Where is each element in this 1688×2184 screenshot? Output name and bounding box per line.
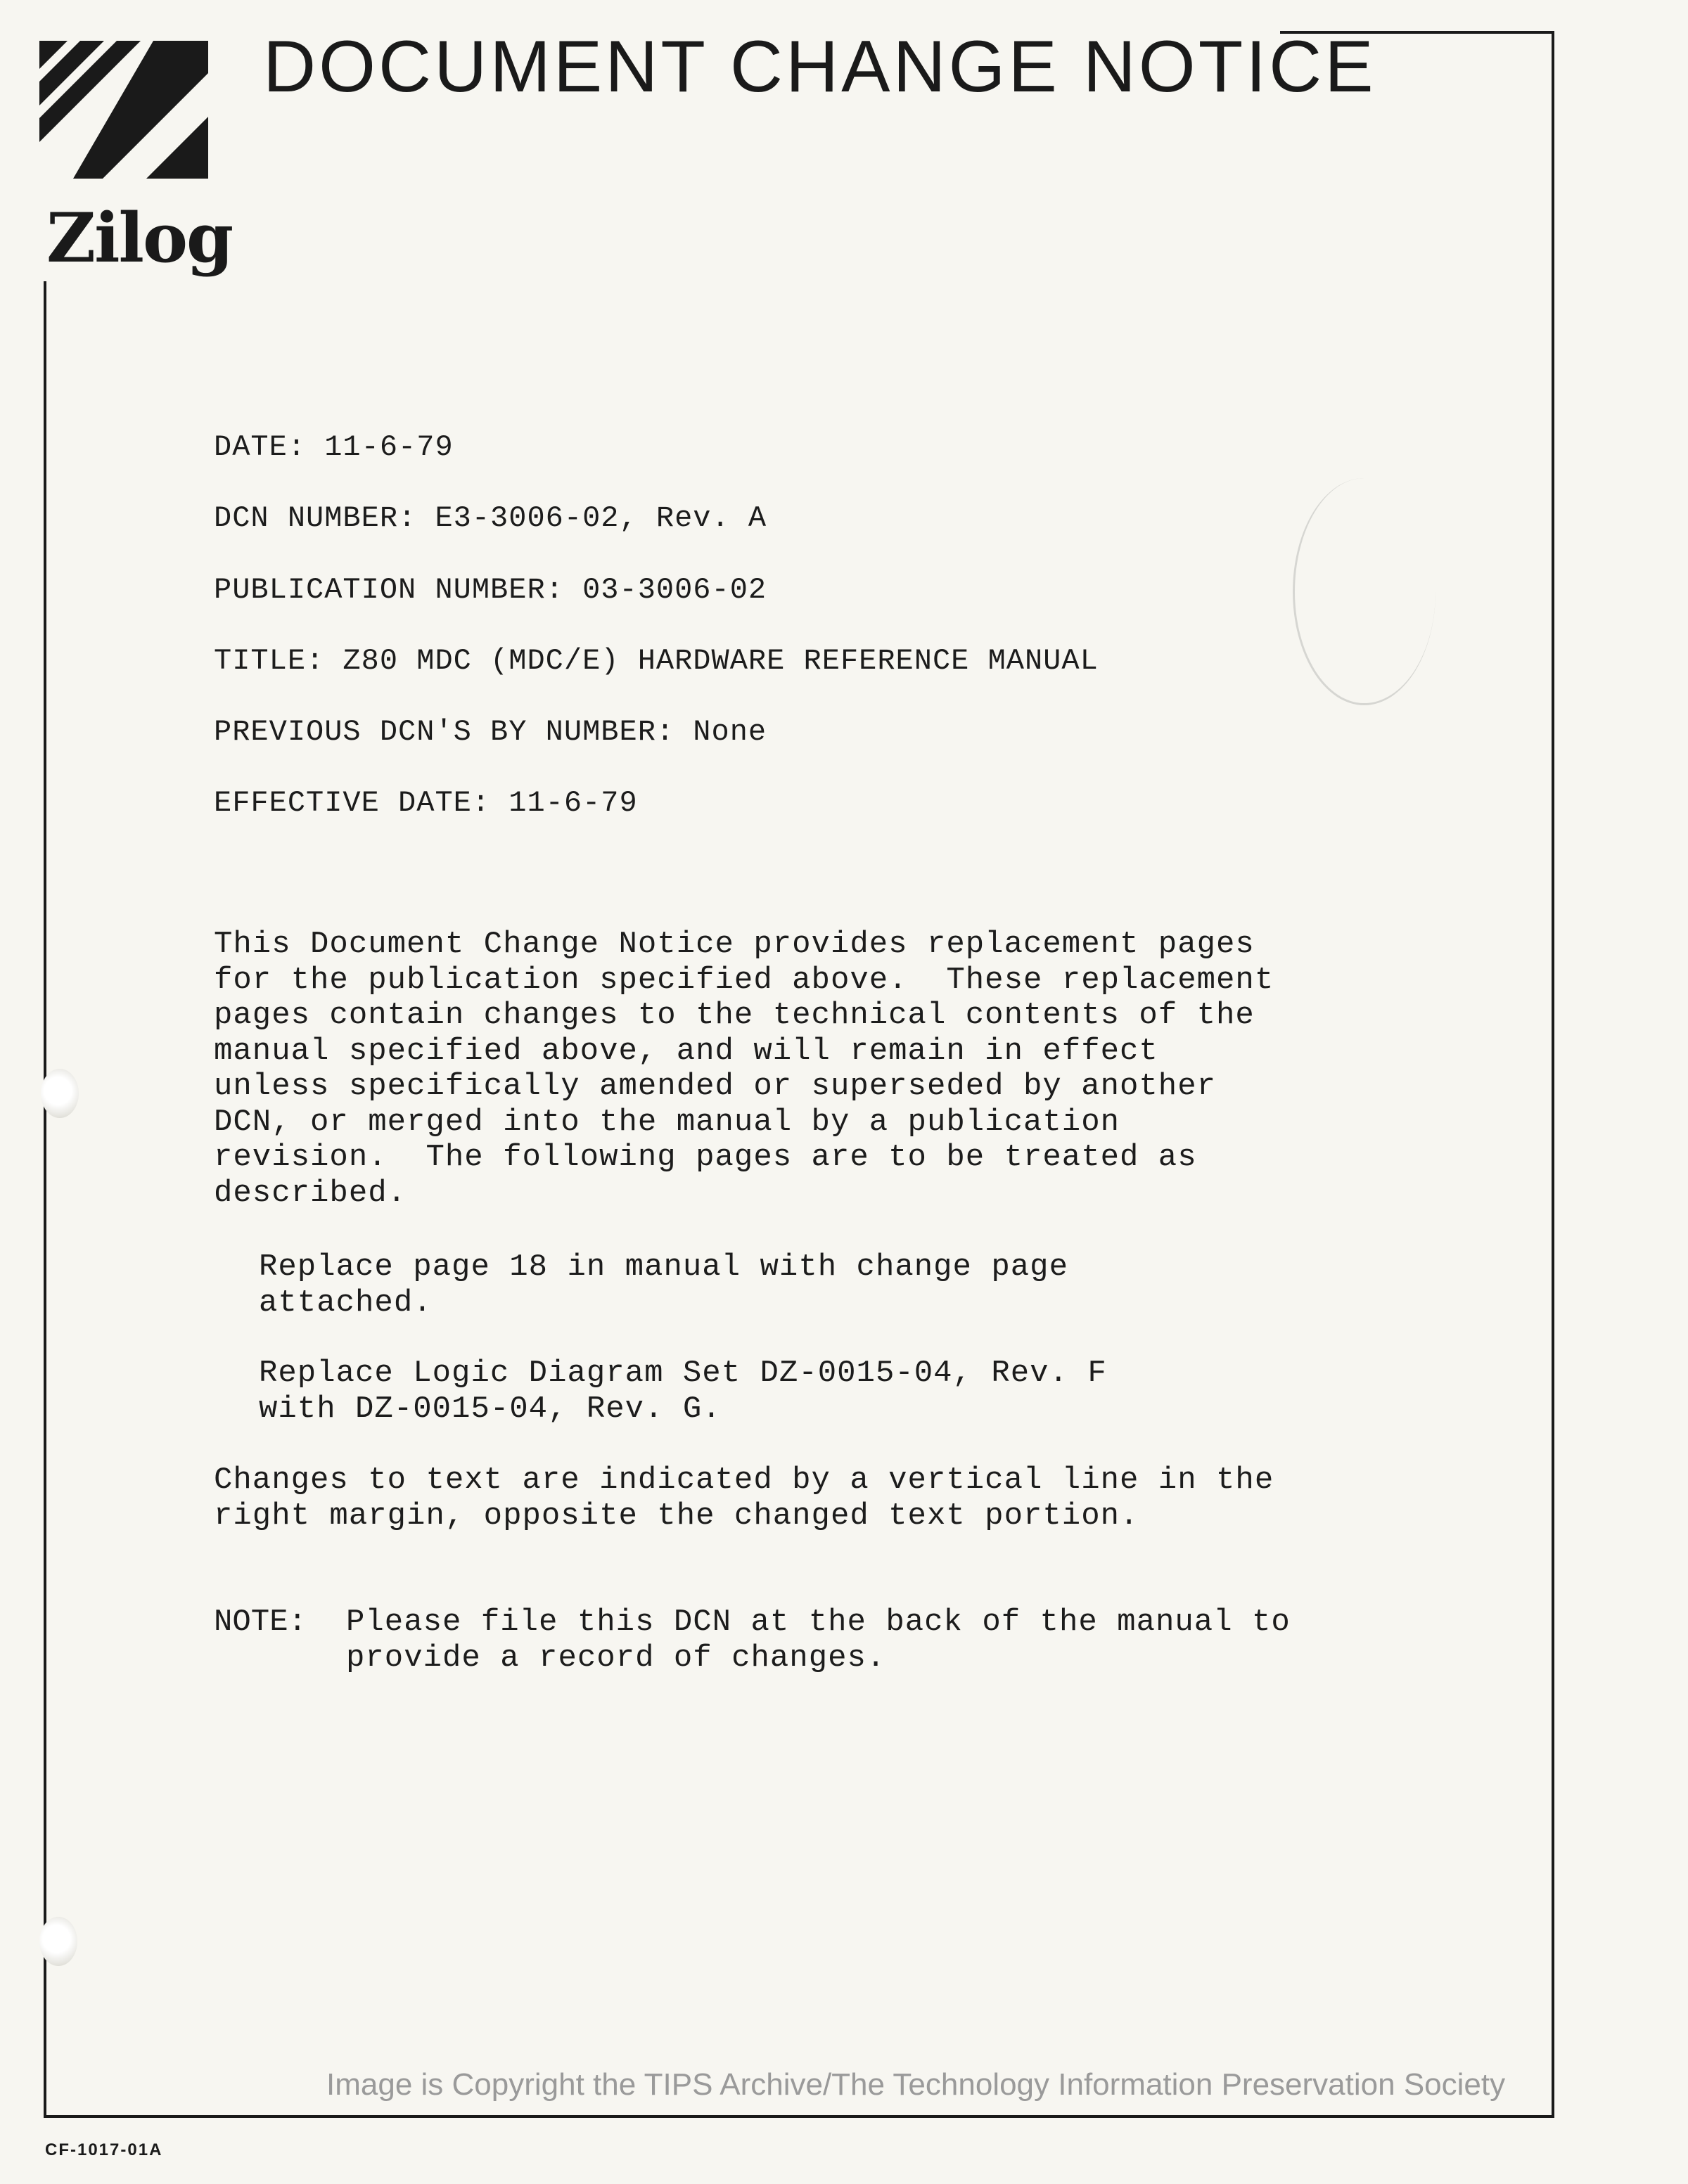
copyright-watermark: Image is Copyright the TIPS Archive/The Technology Information Preservation Society	[326, 2067, 1506, 2102]
note-paragraph: Please file this DCN at the back of the manual to provide a record of changes.	[346, 1605, 1291, 1676]
zilog-logo-text: Zilog	[46, 198, 233, 278]
date-field: DATE: 11-6-79	[214, 430, 454, 464]
note-label: NOTE:	[214, 1605, 307, 1640]
punch-hole	[41, 1069, 79, 1118]
publication-number-field: PUBLICATION NUMBER: 03-3006-02	[214, 573, 767, 607]
document-title: DOCUMENT CHANGE NOTICE	[263, 26, 1376, 108]
intro-paragraph: This Document Change Notice provides replacement pages for the publication specified above. These replacement pages contain changes to the technical contents of the manual specified above, and will remain in effect unless specifically amended or superseded by another DCN, or merged into the manual by a publication revision. The following pages are to be treated as described.	[214, 927, 1274, 1211]
previous-dcns-field: PREVIOUS DCN'S BY NUMBER: None	[214, 715, 767, 749]
zilog-logo-icon	[39, 39, 215, 208]
pencil-smudge	[1293, 478, 1436, 705]
changes-paragraph: Changes to text are indicated by a vertical line in the right margin, opposite the changed text portion.	[214, 1463, 1274, 1534]
dcn-number-field: DCN NUMBER: E3-3006-02, Rev. A	[214, 501, 767, 535]
replace-item-diagram: Replace Logic Diagram Set DZ-0015-04, Rev. F with DZ-0015-04, Rev. G.	[259, 1356, 1107, 1427]
title-field: TITLE: Z80 MDC (MDC/E) HARDWARE REFERENCE MANUAL	[214, 644, 1099, 678]
form-id: CF-1017-01A	[45, 2140, 163, 2159]
effective-date-field: EFFECTIVE DATE: 11-6-79	[214, 786, 638, 820]
punch-hole	[39, 1917, 77, 1966]
replace-item-page: Replace page 18 in manual with change page attached.	[259, 1250, 1068, 1321]
